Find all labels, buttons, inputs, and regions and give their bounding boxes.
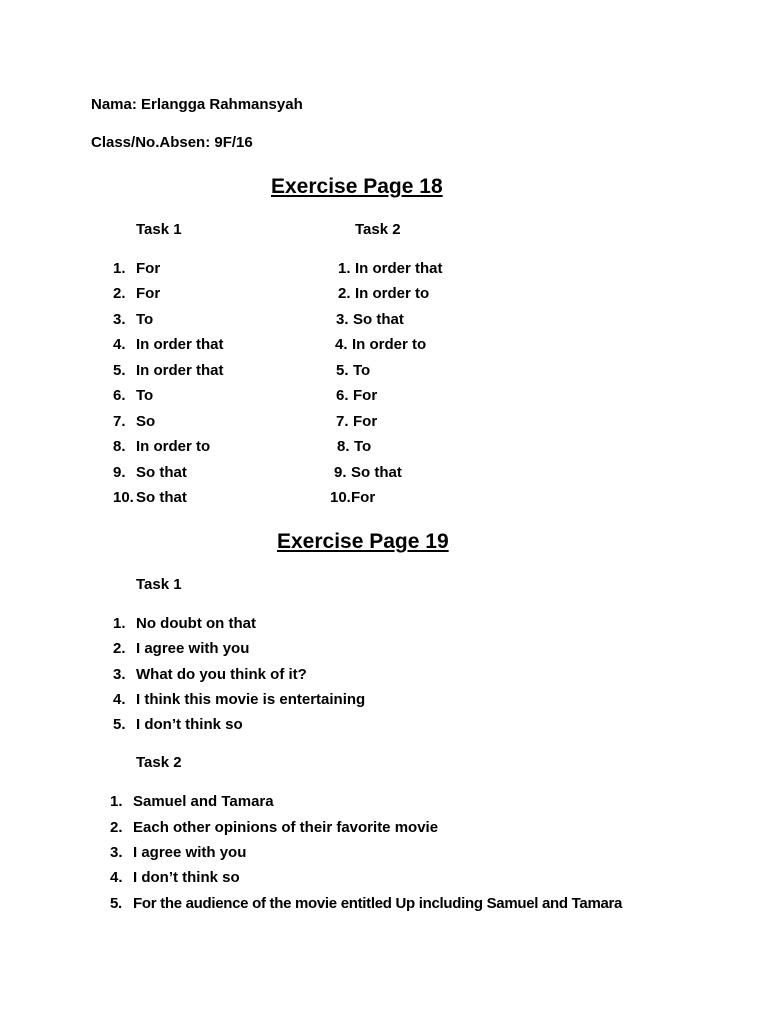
list-item: 1. In order that [338,260,443,277]
list-item: 2. For [113,285,161,302]
list-item: 10. So that [113,489,187,506]
list-item: 4. I think this movie is entertaining [113,691,366,708]
list-item: 7. So [113,413,156,430]
list-item: 5. In order that [113,362,224,379]
list-item: 9. So that [334,464,402,481]
list-item: 6. For [336,387,378,404]
list-item: 5. To [336,362,371,379]
list-item: 1. Samuel and Tamara [110,793,274,810]
list-item: 9. So that [113,464,187,481]
exercise-19-title: Exercise Page 19 [277,530,449,553]
list-item: 2. In order to [338,285,430,302]
list-item: 2. I agree with you [113,640,250,657]
student-class: Class/No.Absen: 9F/16 [91,134,253,151]
list-item: 4. In order to [335,336,427,353]
list-item: 4. I don’t think so [110,869,240,886]
list-item: 3. I agree with you [110,844,247,861]
ex19-task1-label: Task 1 [136,576,182,593]
list-item: 3. So that [336,311,404,328]
list-item: 10.For [330,489,376,506]
list-item: 3. To [113,311,154,328]
ex18-task1-label: Task 1 [136,221,182,238]
list-item: 1. No doubt on that [113,615,256,632]
list-item: 4. In order that [113,336,224,353]
exercise-18-title: Exercise Page 18 [271,175,443,198]
student-name: Nama: Erlangga Rahmansyah [91,96,303,113]
list-item: 7. For [336,413,378,430]
list-item: 8. To [337,438,372,455]
list-item: 5. I don’t think so [113,716,243,733]
ex19-task2-label: Task 2 [136,754,182,771]
list-item: 5. For the audience of the movie entitled Up including Samuel and Tamara [110,895,623,912]
ex18-task2-label: Task 2 [355,221,401,238]
list-item: 1. For [113,260,161,277]
list-item: 6. To [113,387,154,404]
list-item: 8. In order to [113,438,211,455]
list-item: 2. Each other opinions of their favorite movie [110,819,439,836]
list-item: 3. What do you think of it? [113,666,307,683]
